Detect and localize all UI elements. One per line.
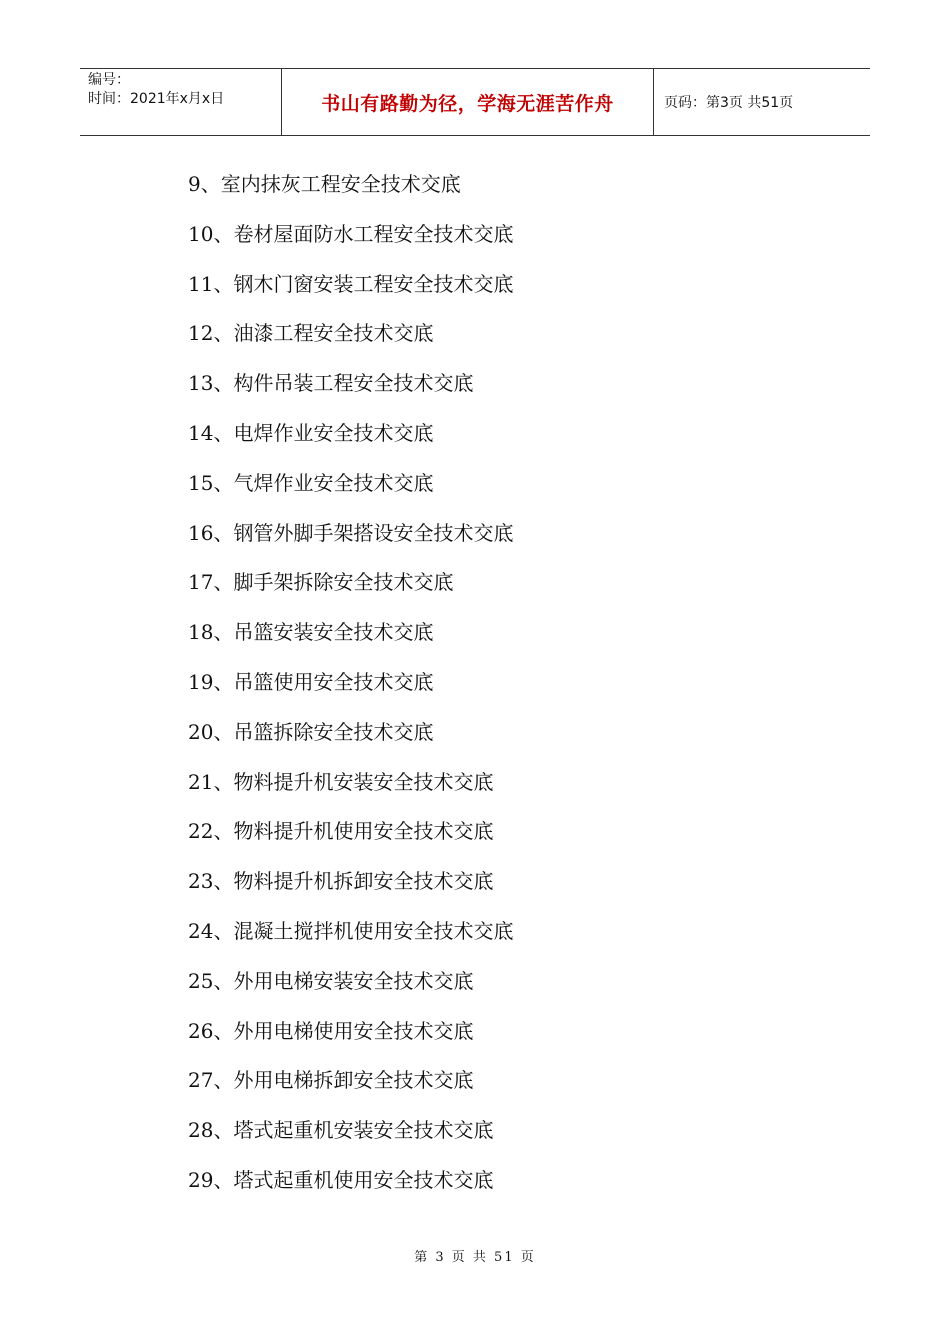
header-page-info: 页码：第3页 共51页 — [664, 95, 794, 111]
toc-item: 15、气焊作业安全技术交底 — [188, 470, 434, 495]
toc-item: 12、油漆工程安全技术交底 — [188, 321, 434, 346]
toc-item: 22、物料提升机使用安全技术交底 — [188, 819, 494, 844]
toc-item: 10、卷材屋面防水工程安全技术交底 — [188, 221, 514, 246]
toc-item: 18、吊篮安装安全技术交底 — [188, 620, 434, 645]
toc-item: 25、外用电梯安装安全技术交底 — [188, 968, 474, 993]
toc-item: 16、钢管外脚手架搭设安全技术交底 — [188, 520, 514, 545]
toc-item: 17、脚手架拆除安全技术交底 — [188, 570, 454, 595]
document-date: 时间：2021年x月x日 — [88, 91, 225, 107]
toc-item: 24、混凝土搅拌机使用安全技术交底 — [188, 918, 514, 943]
toc-item: 29、塔式起重机使用安全技术交底 — [188, 1167, 494, 1192]
toc-item: 13、构件吊装工程安全技术交底 — [188, 371, 474, 396]
page-header — [80, 68, 870, 136]
toc-item: 28、塔式起重机安装安全技术交底 — [188, 1118, 494, 1143]
header-motto: 书山有路勤为径，学海无涯苦作舟 — [282, 69, 654, 135]
toc-item: 19、吊篮使用安全技术交底 — [188, 669, 434, 694]
header-meta — [80, 69, 282, 135]
table-of-contents — [188, 160, 513, 1206]
toc-item: 11、钢木门窗安装工程安全技术交底 — [188, 271, 514, 296]
toc-item: 26、外用电梯使用安全技术交底 — [188, 1018, 474, 1043]
toc-item: 27、外用电梯拆卸安全技术交底 — [188, 1068, 474, 1093]
toc-item: 21、物料提升机安装安全技术交底 — [188, 769, 494, 794]
toc-item: 9、室内抹灰工程安全技术交底 — [188, 172, 461, 196]
document-number-label: 编号： — [88, 72, 130, 88]
toc-item: 23、物料提升机拆卸安全技术交底 — [188, 869, 494, 894]
toc-item: 14、电焊作业安全技术交底 — [188, 420, 434, 445]
page-footer: 第 3 页 共 51 页 — [414, 1250, 536, 1265]
toc-item: 20、吊篮拆除安全技术交底 — [188, 719, 434, 744]
